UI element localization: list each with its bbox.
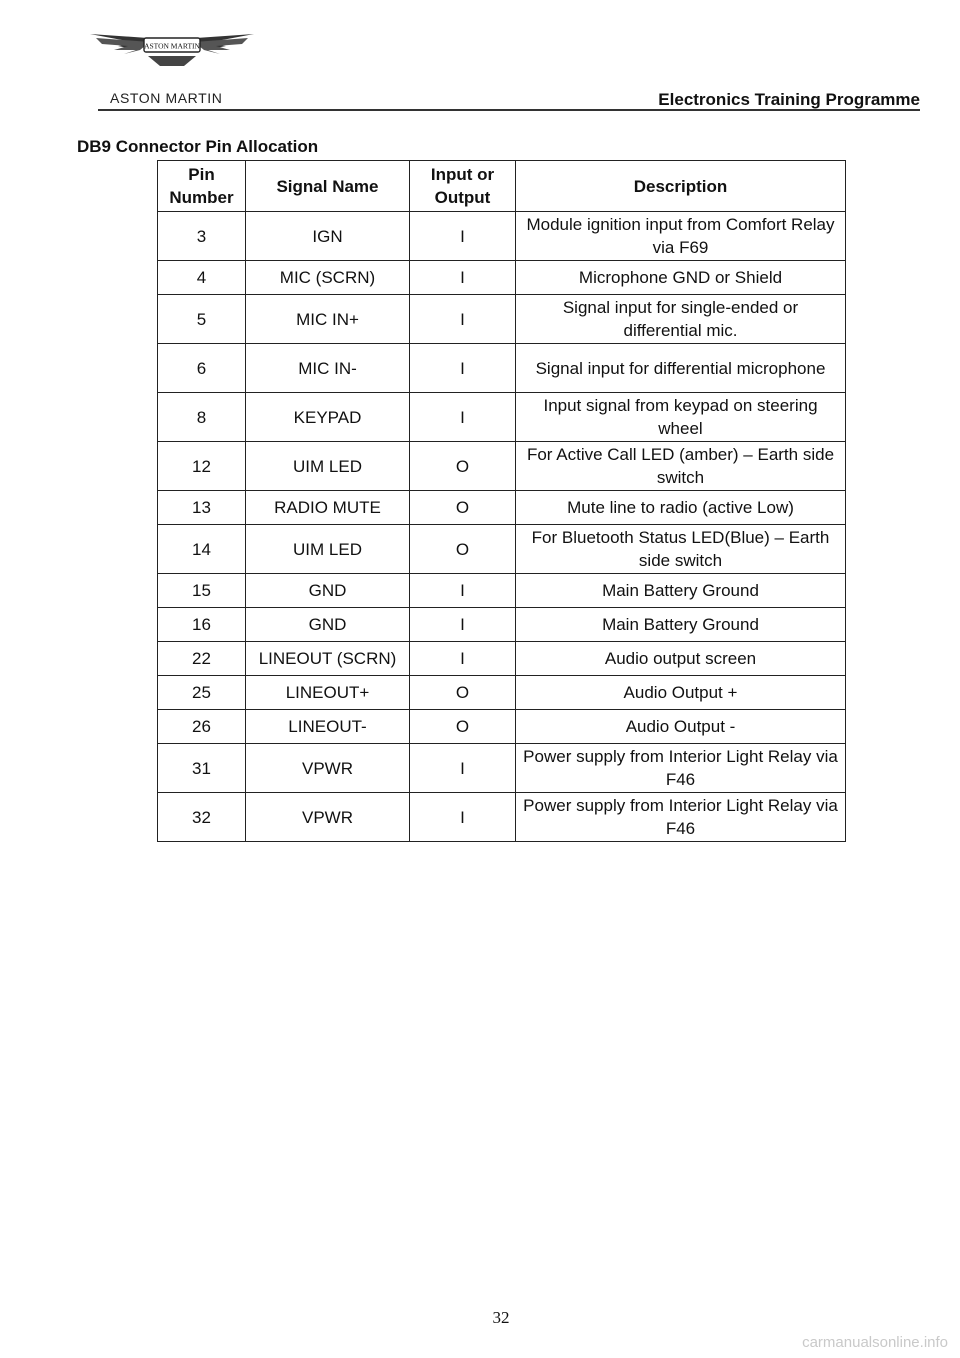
pin-cell: 13 [158,491,246,525]
pin-cell: 3 [158,212,246,261]
signal-cell: MIC (SCRN) [246,261,410,295]
pin-cell: 14 [158,525,246,574]
io-cell: I [410,793,516,842]
io-cell: I [410,608,516,642]
table-row [158,642,846,676]
signal-cell: UIM LED [246,525,410,574]
signal-cell: MIC IN- [246,344,410,393]
signal-cell: VPWR [246,793,410,842]
io-cell: I [410,344,516,393]
table-row [158,676,846,710]
description-cell: Audio Output + [516,676,846,710]
table-row [158,744,846,793]
signal-cell: LINEOUT (SCRN) [246,642,410,676]
column-header-description: Description [516,161,846,212]
description-cell: Audio output screen [516,642,846,676]
signal-cell: KEYPAD [246,393,410,442]
table-row [158,491,846,525]
signal-cell: LINEOUT- [246,710,410,744]
pin-cell: 6 [158,344,246,393]
io-cell: O [410,491,516,525]
io-cell: I [410,393,516,442]
aston-martin-wings-logo [88,28,256,72]
description-cell: For Active Call LED (amber) – Earth side switch [516,442,846,491]
description-cell: Main Battery Ground [516,574,846,608]
pin-cell: 26 [158,710,246,744]
description-cell: Module ignition input from Comfort Relay via F69 [516,212,846,261]
column-header-io: Input or Output [410,161,516,212]
pin-cell: 8 [158,393,246,442]
pin-cell: 12 [158,442,246,491]
signal-cell: IGN [246,212,410,261]
pin-cell: 15 [158,574,246,608]
header-divider [98,109,920,111]
signal-cell: GND [246,574,410,608]
table-row [158,608,846,642]
table-row [158,793,846,842]
pin-cell: 5 [158,295,246,344]
signal-cell: MIC IN+ [246,295,410,344]
table-row [158,710,846,744]
pin-cell: 31 [158,744,246,793]
signal-cell: LINEOUT+ [246,676,410,710]
io-cell: I [410,574,516,608]
table-header-row [158,161,846,212]
description-cell: Input signal from keypad on steering wheel [516,393,846,442]
logo-badge-text: ASTON MARTIN [144,41,200,51]
io-cell: O [410,676,516,710]
io-cell: I [410,261,516,295]
pin-cell: 22 [158,642,246,676]
pin-allocation-table [157,160,846,842]
signal-cell: VPWR [246,744,410,793]
pin-cell: 32 [158,793,246,842]
column-header-signal: Signal Name [246,161,410,212]
io-cell: O [410,710,516,744]
io-cell: I [410,642,516,676]
description-cell: Main Battery Ground [516,608,846,642]
table-row [158,212,846,261]
description-cell: Power supply from Interior Light Relay via F46 [516,744,846,793]
table-row [158,393,846,442]
io-cell: I [410,212,516,261]
page-number: 32 [492,1308,510,1327]
description-cell: Microphone GND or Shield [516,261,846,295]
watermark-link[interactable]: carmanualsonline.info [802,1334,948,1351]
description-cell: Mute line to radio (active Low) [516,491,846,525]
pin-cell: 4 [158,261,246,295]
brand-name: ASTON MARTIN [110,90,223,106]
io-cell: I [410,744,516,793]
signal-cell: UIM LED [246,442,410,491]
table-row [158,344,846,393]
description-cell: Signal input for differential microphone [516,344,846,393]
description-cell: Audio Output - [516,710,846,744]
table-row [158,261,846,295]
io-cell: I [410,295,516,344]
description-cell: Signal input for single-ended or differential mic. [516,295,846,344]
signal-cell: RADIO MUTE [246,491,410,525]
table-row [158,442,846,491]
section-title: DB9 Connector Pin Allocation [77,137,319,156]
table-row [158,295,846,344]
io-cell: O [410,442,516,491]
io-cell: O [410,525,516,574]
page-header-title: Electronics Training Programme [658,90,920,109]
pin-cell: 16 [158,608,246,642]
signal-cell: GND [246,608,410,642]
description-cell: Power supply from Interior Light Relay via F46 [516,793,846,842]
column-header-pin: Pin Number [158,161,246,212]
table-row [158,525,846,574]
pin-cell: 25 [158,676,246,710]
table-row [158,574,846,608]
description-cell: For Bluetooth Status LED(Blue) – Earth side switch [516,525,846,574]
